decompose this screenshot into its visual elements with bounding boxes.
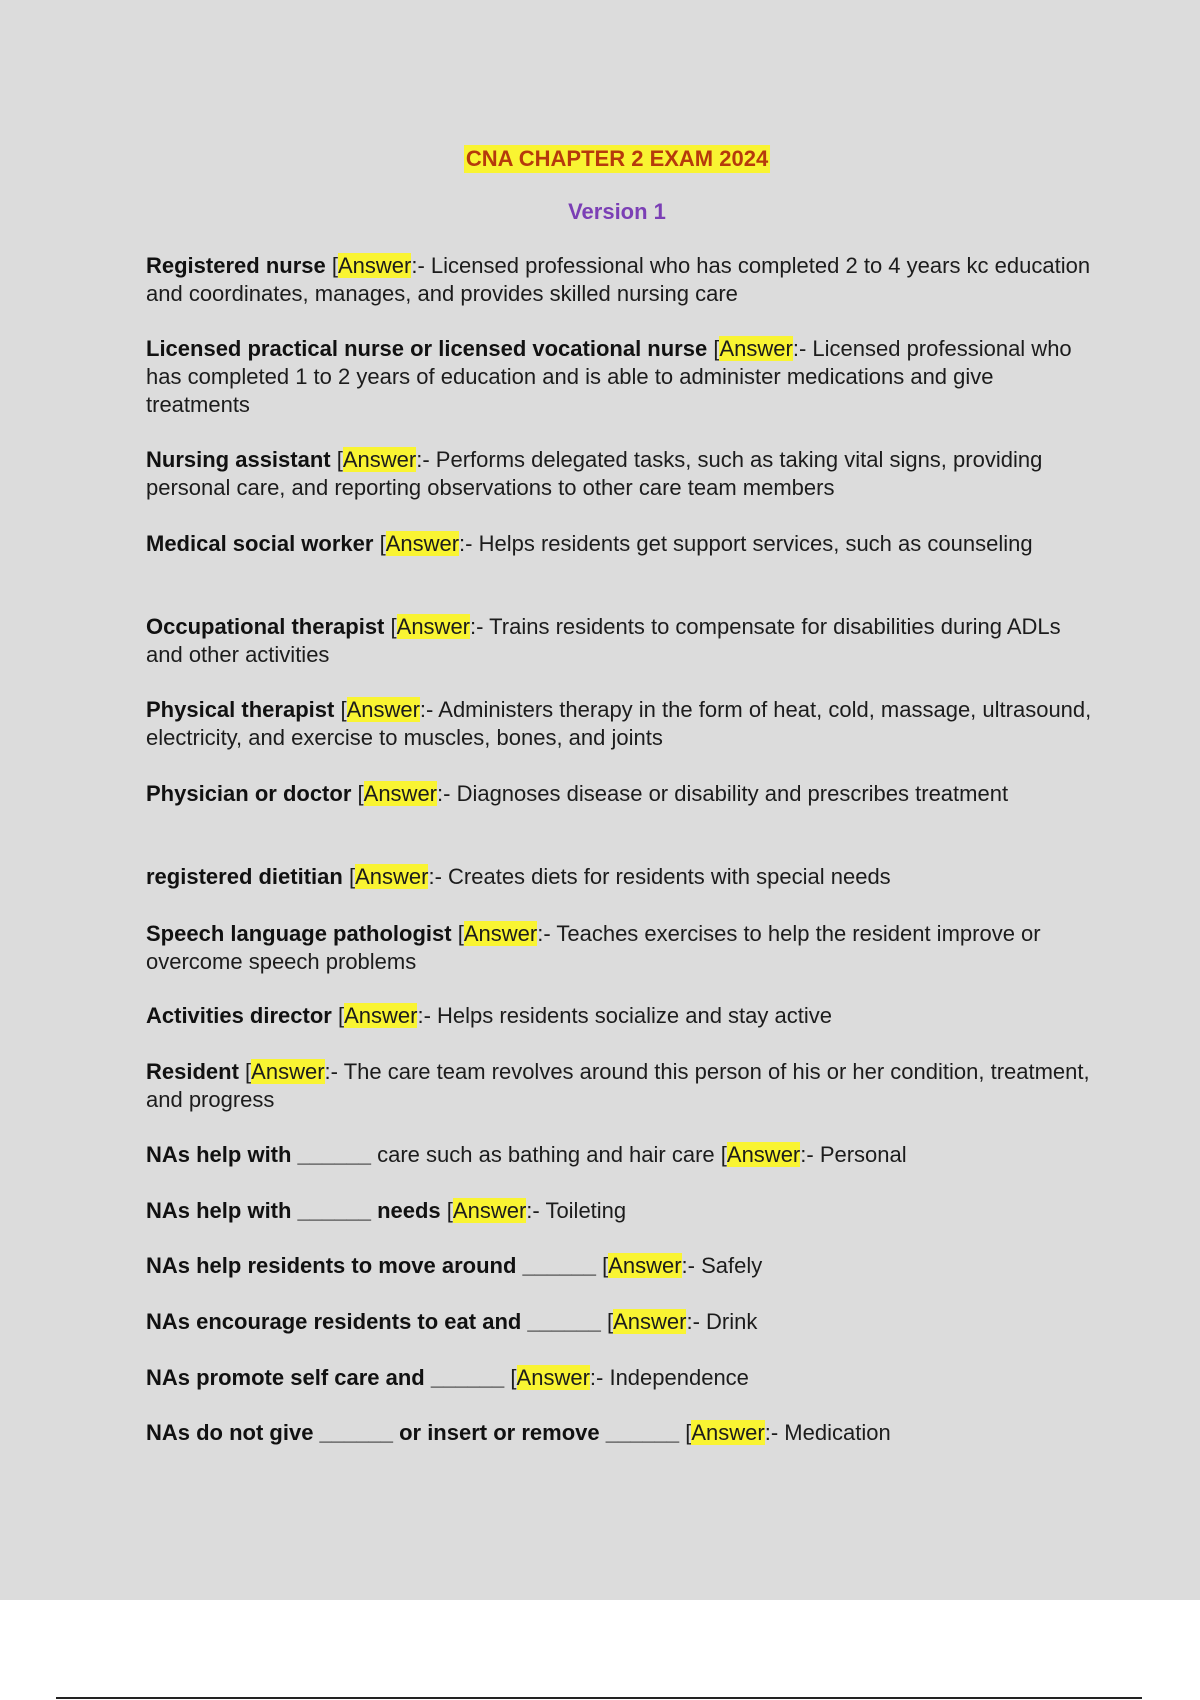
qa-item: NAs do not give ______ or insert or remove ______ [Answer:- Medication [146, 1420, 891, 1445]
qa-item: NAs promote self care and ______ [Answer:- Independence [146, 1365, 749, 1390]
subtitle-row [0, 198, 1200, 226]
qa-item: NAs help with ______ needs [Answer:- Toileting [146, 1198, 627, 1223]
qa-item: Physical therapist [Answer:- Administers therapy in the form of heat, cold, massage, ultrasound, electricity, and exercise to muscles, bones, and joints [146, 697, 1092, 750]
qa-item: registered dietitian [Answer:- Creates diets for residents with special needs [146, 864, 891, 889]
qa-item: Speech language pathologist [Answer:- Teaches exercises to help the resident improve or overcome speech problems [146, 921, 1041, 974]
title-row [0, 145, 1200, 173]
qa-item: Occupational therapist [Answer:- Trains residents to compensate for disabilities during ADLs and other activities [146, 614, 1061, 667]
qa-item: Licensed practical nurse or licensed vocational nurse [Answer:- Licensed professional who has completed 1 to 2 years of education and is able to administer medications and give treatments [146, 336, 1072, 417]
qa-item: NAs help residents to move around ______ [Answer:- Safely [146, 1253, 763, 1278]
qa-item: Activities director [Answer:- Helps residents socialize and stay active [146, 1003, 832, 1028]
document-title: CNA CHAPTER 2 EXAM 2024 [465, 146, 769, 171]
qa-item: NAs help with ______ care such as bathing and hair care [Answer:- Personal [146, 1142, 907, 1167]
qa-item: Nursing assistant [Answer:- Performs delegated tasks, such as taking vital signs, providing personal care, and reporting observations to other care team members [146, 447, 1043, 500]
footer-divider [56, 1697, 1142, 1699]
qa-item: Resident [Answer:- The care team revolves around this person of his or her condition, treatment, and progress [146, 1059, 1090, 1112]
qa-item: Physician or doctor [Answer:- Diagnoses disease or disability and prescribes treatment [146, 781, 1009, 806]
document-subtitle: Version 1 [568, 199, 666, 224]
qa-item: Registered nurse [Answer:- Licensed professional who has completed 2 to 4 years kc education and coordinates, manages, and provides skilled nursing care [146, 253, 1091, 306]
qa-item: Medical social worker [Answer:- Helps residents get support services, such as counseling [146, 531, 1033, 556]
qa-item: NAs encourage residents to eat and ______ [Answer:- Drink [146, 1309, 758, 1334]
